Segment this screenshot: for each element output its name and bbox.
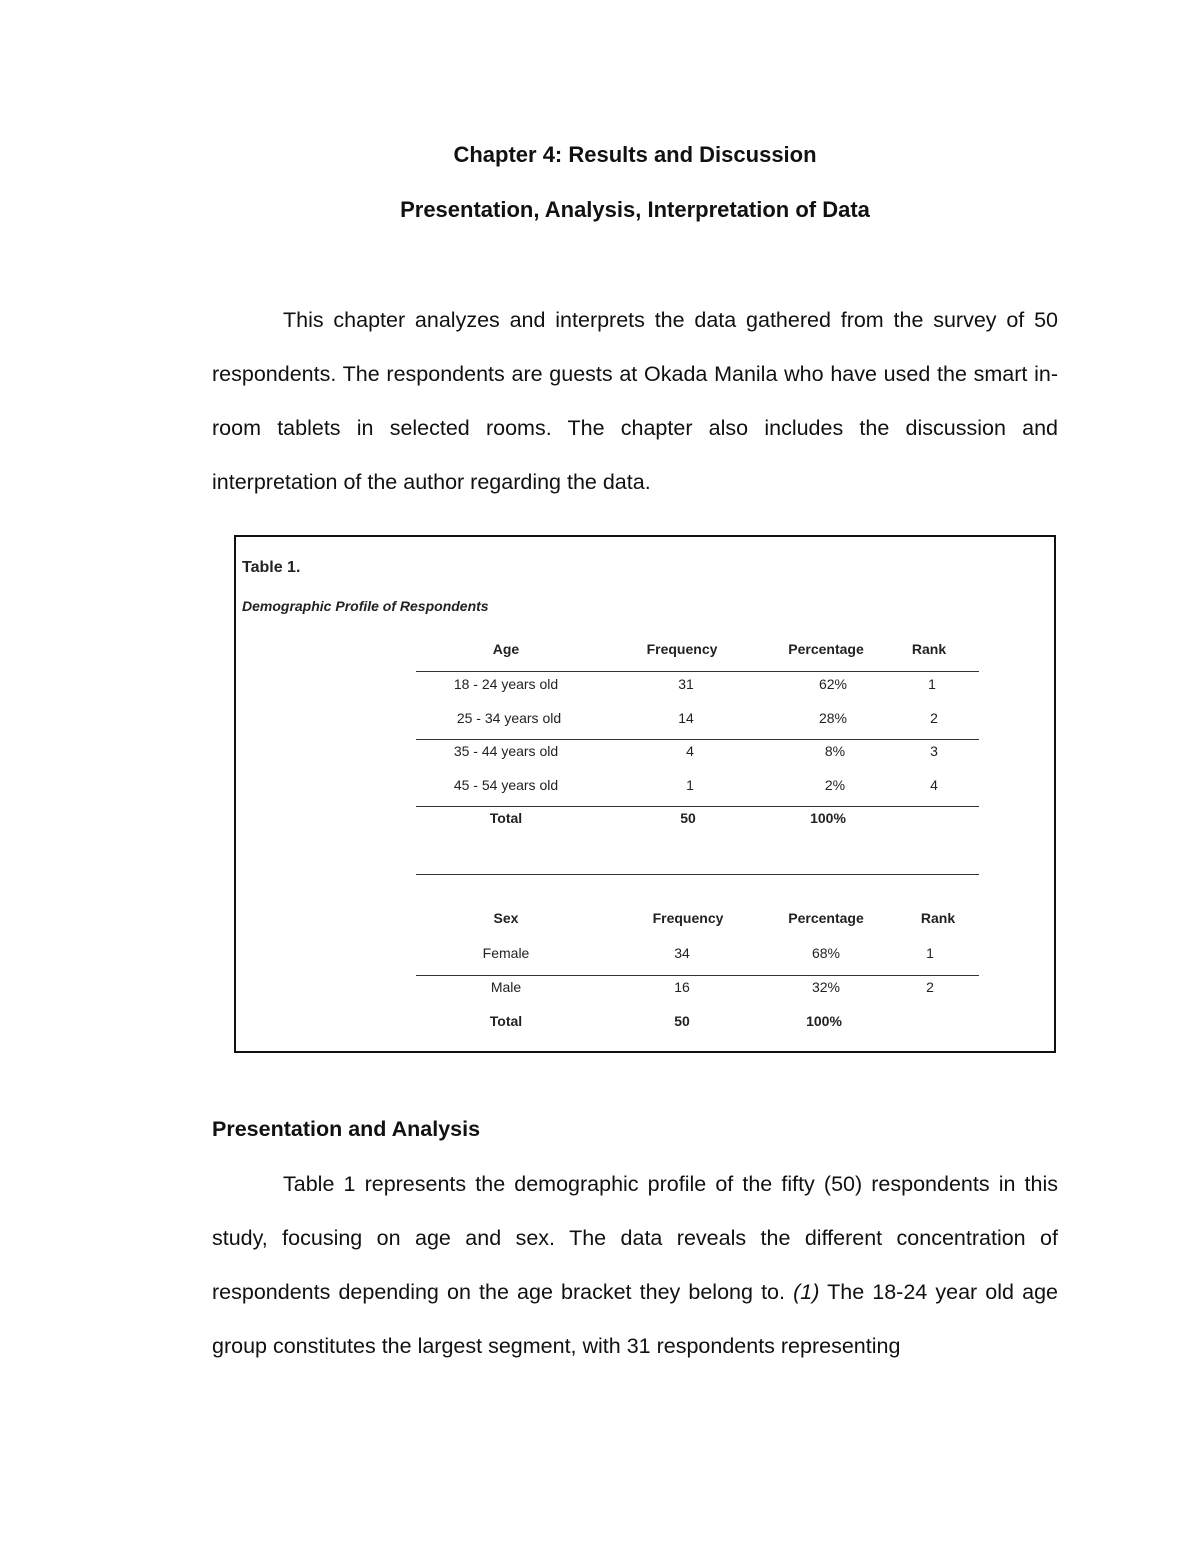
age-rank-header: Rank: [911, 641, 947, 657]
sex: Female: [482, 945, 530, 961]
sex-total-percentage: 100%: [806, 1013, 842, 1029]
analysis-text-part1: Table 1 represents the demographic profile of the fifty (50) respondents in this study, focusing on age and sex. The data reveals the different concentration of respondents depending on the age bracket they belong to.: [212, 1172, 1058, 1304]
percentage: 32%: [811, 979, 841, 995]
sex: Male: [490, 979, 522, 995]
frequency: 1: [686, 777, 694, 793]
age-bracket: 25 - 34 years old: [456, 710, 562, 726]
enumeration-marker: (1): [793, 1280, 820, 1304]
rank: 2: [926, 979, 934, 995]
age-header-rule: [416, 671, 979, 672]
sex-mid-rule: [416, 975, 979, 976]
sex-frequency-header: Frequency: [652, 910, 724, 926]
frequency: 34: [674, 945, 690, 961]
percentage: 8%: [824, 743, 846, 759]
percentage: 62%: [818, 676, 848, 692]
chapter-title: Chapter 4: Results and Discussion: [453, 142, 817, 167]
age-bracket: 35 - 44 years old: [453, 743, 559, 759]
percentage: 68%: [811, 945, 841, 961]
analysis-text-part2: The 18-24 year old age group constitutes the largest segment, with 31 respondents representing: [212, 1280, 1058, 1358]
age-bracket: 18 - 24 years old: [453, 676, 559, 692]
age-total-frequency: 50: [680, 810, 696, 826]
age-total-rule: [416, 806, 979, 807]
age-percentage-header: Percentage: [788, 641, 864, 657]
rank: 1: [928, 676, 936, 692]
intro-text: This chapter analyzes and interprets the data gathered from the survey of 50 respondents. The respondents are guests at Okada Manila who have used the smart in-room tablets in selected rooms. The chapter also includes the discussion and interpretation of the author regarding the data.: [212, 308, 1058, 494]
sex-total-frequency: 50: [674, 1013, 690, 1029]
age-header: Age: [492, 641, 520, 657]
age-total-label: Total: [489, 810, 523, 826]
percentage: 2%: [824, 777, 846, 793]
rank: 4: [930, 777, 938, 793]
sex-total-label: Total: [489, 1013, 523, 1029]
chapter-subtitle: Presentation, Analysis, Interpretation of Data: [400, 197, 870, 222]
rank: 2: [930, 710, 938, 726]
rank: 3: [930, 743, 938, 759]
age-bracket: 45 - 54 years old: [453, 777, 559, 793]
frequency: 4: [686, 743, 694, 759]
age-total-percentage: 100%: [810, 810, 846, 826]
age-mid-rule: [416, 739, 979, 740]
sex-rank-header: Rank: [920, 910, 956, 926]
sex-percentage-header: Percentage: [788, 910, 864, 926]
table-1-box: [234, 535, 1056, 1053]
frequency: 16: [674, 979, 690, 995]
percentage: 28%: [818, 710, 848, 726]
section-heading: Presentation and Analysis: [212, 1117, 481, 1141]
frequency: 14: [678, 710, 694, 726]
sex-header: Sex: [493, 910, 519, 926]
intro-paragraph: [212, 293, 1058, 509]
analysis-paragraph: [212, 1157, 1058, 1373]
table-label: Table 1.: [242, 559, 301, 576]
analysis-text: [212, 1157, 1058, 1373]
section-divider-rule: [416, 874, 979, 875]
rank: 1: [926, 945, 934, 961]
table-title: Demographic Profile of Respondents: [242, 598, 489, 614]
frequency: 31: [678, 676, 694, 692]
age-frequency-header: Frequency: [646, 641, 718, 657]
